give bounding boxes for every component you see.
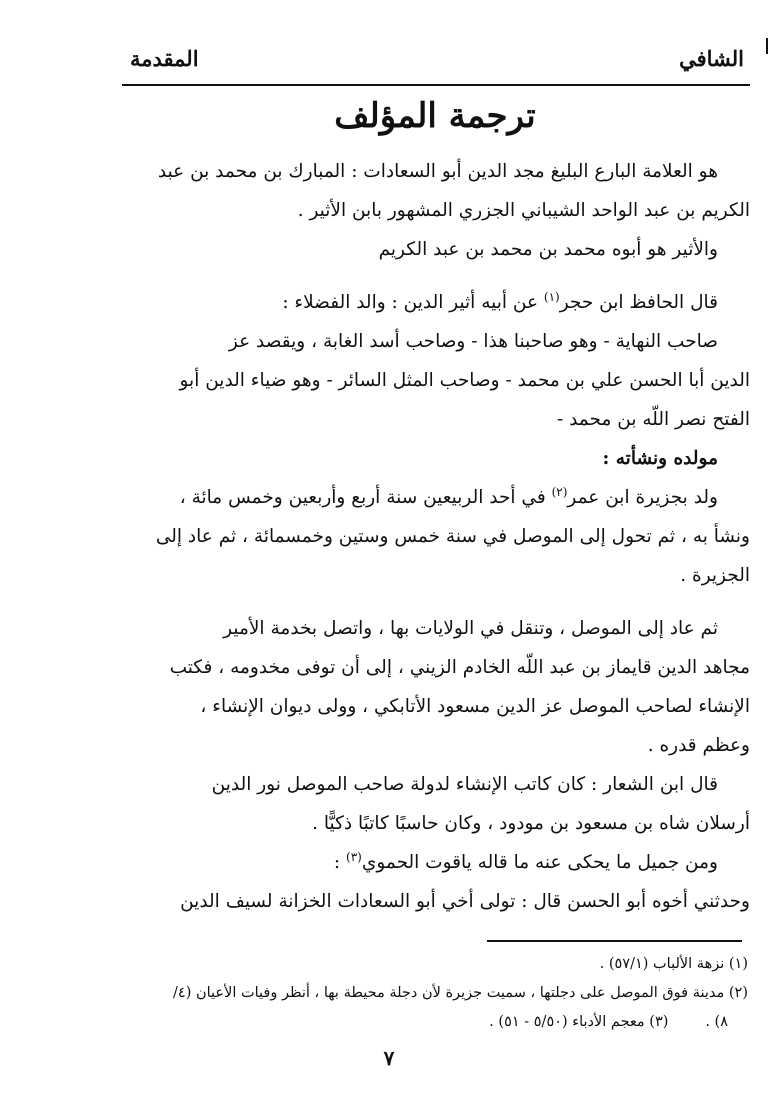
text-fragment: ومن جميل ما يحكى عنه ما قاله ياقوت الحموي bbox=[361, 852, 718, 873]
text-line: هو العلامة البارع البليغ مجد الدين أبو السعادات : المبارك بن محمد بن عبد bbox=[157, 161, 718, 182]
text-line: والأثير هو أبوه محمد بن محمد بن عبد الكريم bbox=[378, 239, 718, 260]
text-line: أرسلان شاه بن مسعود بن مودود ، وكان حاسبًا كاتبًا ذكيًّا . bbox=[312, 813, 750, 834]
footnote-separator bbox=[487, 940, 742, 942]
footnote-continuation: ٨) . bbox=[705, 1014, 728, 1030]
footnotes bbox=[124, 950, 748, 1037]
text-line: مجاهد الدين قايماز بن عبد اللّه الخادم الزيني ، إلى أن توفى مخدومه ، فكتب bbox=[169, 657, 750, 678]
chapter-title: ترجمة المؤلف bbox=[334, 96, 536, 136]
footnote bbox=[124, 1008, 748, 1037]
margin-tick bbox=[766, 38, 768, 54]
text-line bbox=[124, 843, 750, 882]
text-line: وعظم قدره . bbox=[647, 735, 750, 756]
text-line: الدين أبا الحسن علي بن محمد - وصاحب المثل السائر - وهو ضياء الدين أبو bbox=[179, 370, 750, 391]
page-number: ٧ bbox=[383, 1046, 395, 1070]
footnote-ref: (٣) bbox=[346, 849, 362, 864]
text-fragment: : bbox=[333, 852, 341, 873]
text-fragment: ولد بجزيرة ابن عمر bbox=[567, 487, 718, 508]
text-line: ونشأ به ، ثم تحول إلى الموصل في سنة خمس وستين وخمسمائة ، ثم عاد إلى bbox=[155, 526, 750, 547]
body-text bbox=[124, 152, 750, 921]
header-book-title: الشافي bbox=[679, 46, 744, 71]
text-line: ثم عاد إلى الموصل ، وتنقل في الولايات بها ، واتصل بخدمة الأمير bbox=[223, 618, 718, 639]
footnote-ref: (٢) bbox=[551, 484, 568, 499]
text-line: الإنشاء لصاحب الموصل عز الدين مسعود الأتابكي ، وولى ديوان الإنشاء ، bbox=[200, 696, 750, 717]
text-fragment: قال الحافظ ابن حجر bbox=[559, 292, 718, 313]
footnote: (١) نزهة الألباب (٥٧/١) . bbox=[599, 956, 748, 972]
section-heading: مولده ونشأته : bbox=[602, 448, 718, 469]
text-line: صاحب النهاية - وهو صاحبنا هذا - وصاحب أسد الغابة ، ويقصد عز bbox=[228, 331, 718, 352]
text-line: قال ابن الشعار : كان كاتب الإنشاء لدولة صاحب الموصل نور الدين bbox=[211, 774, 718, 795]
text-fragment: في أحد الربيعين سنة أربع وأربعين وخمس مائة ، bbox=[179, 487, 546, 508]
text-line: الفتح نصر اللّه بن محمد - bbox=[556, 409, 750, 430]
text-line bbox=[124, 478, 750, 517]
text-fragment: عن أبيه أثير الدين : والد الفضلاء : bbox=[282, 292, 538, 313]
text-line: وحدثني أخوه أبو الحسن قال : تولى أخي أبو السعادات الخزانة لسيف الدين bbox=[180, 891, 750, 912]
header-section-title: المقدمة bbox=[130, 46, 199, 71]
footnote-text: (٣) معجم الأدباء (٥/٥٠ - ٥١) . bbox=[489, 1014, 669, 1030]
footnote: (٢) مدينة فوق الموصل على دجلتها ، سميت جزيرة لأن دجلة محيطة بها ، أنظر وفيات الأعيان (٤/ bbox=[173, 985, 748, 1001]
text-line bbox=[124, 283, 750, 322]
footnote-ref: (١) bbox=[543, 289, 560, 304]
text-line: الكريم بن عبد الواحد الشيباني الجزري المشهور بابن الأثير . bbox=[297, 200, 750, 221]
text-line: الجزيرة . bbox=[680, 565, 750, 586]
running-header bbox=[122, 44, 750, 86]
